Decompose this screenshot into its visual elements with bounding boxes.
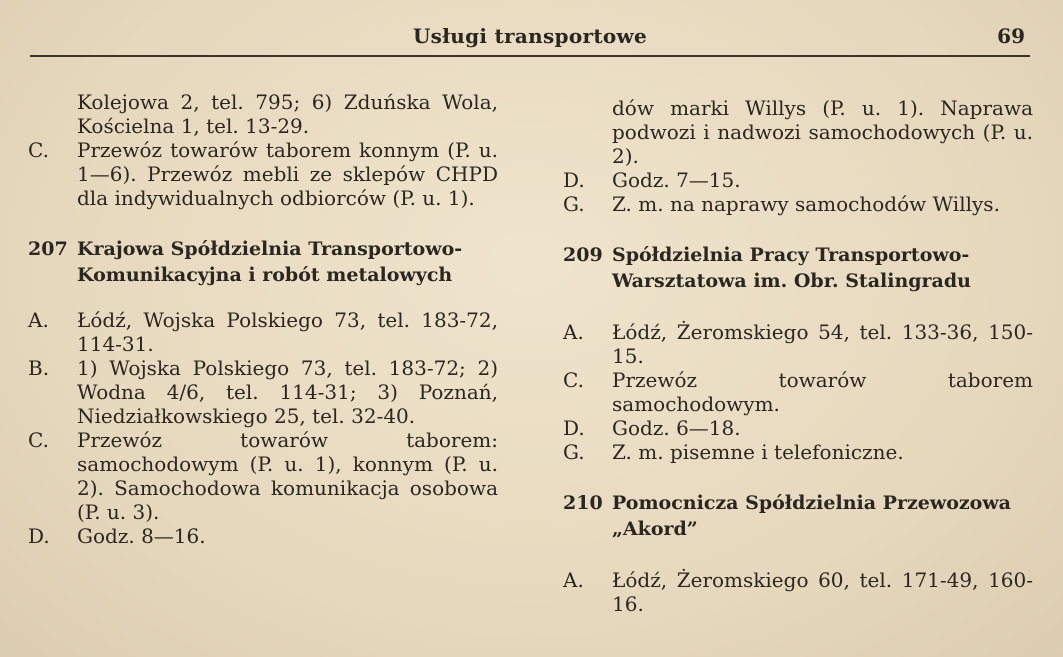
right-column: [563, 96, 1033, 616]
entry-heading-207: [28, 236, 498, 288]
item-label: C.: [563, 368, 584, 392]
item-a: [563, 568, 1033, 616]
item-label: D.: [563, 168, 585, 192]
item-a: [28, 308, 498, 356]
item-text: Przewóz towarów taborem: samochodowym (P. u. 1), konnym (P. u. 2). Samochodowa komunikacja osobowa (P. u. 3).: [77, 428, 498, 524]
item-d: [28, 524, 498, 548]
item-label: G.: [563, 440, 585, 464]
item-text: Godz. 7—15.: [612, 168, 741, 192]
item-text: Przewóz towarów taborem konnym (P. u. 1—6). Przewóz mebli ze sklepów CHPD dla indywidualnych odbiorców (P. u. 1).: [77, 138, 498, 210]
item-label: D.: [28, 524, 50, 548]
page-number: 69: [997, 24, 1025, 48]
item-label: G.: [563, 192, 585, 216]
entry-title: Spółdzielnia Pracy Transportowo-Warsztatowa im. Obr. Stalingradu: [612, 244, 971, 292]
item-text: Łódź, Żeromskiego 60, tel. 171-49, 160-16.: [612, 568, 1033, 616]
continued-text: dów marki Willys (P. u. 1). Naprawa podwozi i nadwozi samochodowych (P. u. 2).: [612, 96, 1033, 168]
item-label: A.: [563, 320, 584, 344]
item-label: B.: [28, 356, 50, 380]
item-a: [563, 320, 1033, 368]
item-g: [563, 192, 1033, 216]
entry-number: 210: [563, 492, 603, 514]
item-c: [28, 138, 498, 210]
item-text: 1) Wojska Polskiego 73, tel. 183-72; 2) Wodna 4/6, tel. 114-31; 3) Poznań, Niedziałkowskiego 25, tel. 32-40.: [77, 356, 498, 428]
item-label: D.: [563, 416, 585, 440]
item-c: [563, 368, 1033, 416]
item-label: A.: [563, 568, 584, 592]
item-d: [563, 168, 1033, 192]
item-text: Godz. 8—16.: [77, 524, 206, 548]
item-label: C.: [28, 138, 49, 162]
item-text: Łódź, Wojska Polskiego 73, tel. 183-72, 114-31.: [77, 308, 498, 356]
item-text: Z. m. pisemne i telefoniczne.: [612, 440, 904, 464]
item-text: Łódź, Żeromskiego 54, tel. 133-36, 150-15.: [612, 320, 1033, 368]
item-b: [28, 356, 498, 428]
entry-title: Krajowa Spółdzielnia Transportowo-Komunikacyjna i robót metalowych: [77, 238, 463, 286]
entry-heading-209: [563, 242, 1033, 294]
entry-title: Pomocnicza Spółdzielnia Przewozowa „Akord”: [612, 492, 1011, 540]
item-label: A.: [28, 308, 49, 332]
entry-number: 207: [28, 238, 68, 260]
item-text: Przewóz towarów taborem samochodowym.: [612, 368, 1033, 416]
running-title: Usługi transportowe: [412, 24, 648, 48]
item-text: Godz. 6—18.: [612, 416, 741, 440]
continued-text: Kolejowa 2, tel. 795; 6) Zduńska Wola, Kościelna 1, tel. 13-29.: [77, 90, 498, 138]
entry-heading-210: [563, 490, 1033, 542]
left-column: [28, 90, 498, 548]
header-rule: [30, 55, 1030, 57]
item-c: [28, 428, 498, 524]
entry-number: 209: [563, 244, 603, 266]
item-d: [563, 416, 1033, 440]
item-label: C.: [28, 428, 49, 452]
item-g: [563, 440, 1033, 464]
running-header: [30, 18, 1030, 48]
item-text: Z. m. na naprawy samochodów Willys.: [612, 192, 1000, 216]
